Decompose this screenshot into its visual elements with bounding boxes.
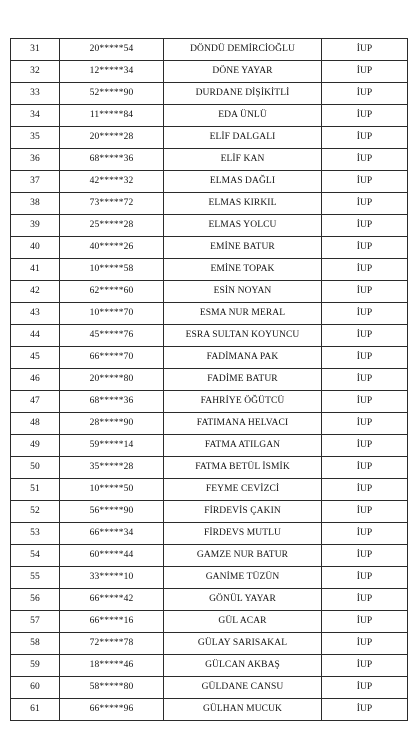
- table-row: [11, 567, 408, 589]
- program-cell: İUP: [322, 39, 408, 61]
- masked-id-cell: 18*****46: [60, 655, 164, 677]
- row-number-cell: 37: [11, 171, 60, 193]
- table-row: [11, 347, 408, 369]
- row-number-cell: 54: [11, 545, 60, 567]
- program-cell: İUP: [322, 567, 408, 589]
- table-row: [11, 325, 408, 347]
- row-number-cell: 45: [11, 347, 60, 369]
- full-name-cell: DURDANE DİŞİKİTLİ: [164, 83, 322, 105]
- row-number-cell: 59: [11, 655, 60, 677]
- full-name-cell: GÜLAY SARISAKAL: [164, 633, 322, 655]
- table-row: [11, 655, 408, 677]
- program-cell: İUP: [322, 215, 408, 237]
- row-number-cell: 44: [11, 325, 60, 347]
- row-number-cell: 34: [11, 105, 60, 127]
- masked-id-cell: 58*****80: [60, 677, 164, 699]
- table-row: [11, 523, 408, 545]
- program-cell: İUP: [322, 149, 408, 171]
- program-cell: İUP: [322, 325, 408, 347]
- masked-id-cell: 10*****50: [60, 479, 164, 501]
- full-name-cell: GÜLHAN MUCUK: [164, 699, 322, 721]
- table-row: [11, 413, 408, 435]
- table-row: [11, 633, 408, 655]
- program-cell: İUP: [322, 677, 408, 699]
- masked-id-cell: 28*****90: [60, 413, 164, 435]
- row-number-cell: 61: [11, 699, 60, 721]
- table-row: [11, 215, 408, 237]
- full-name-cell: DÖNE YAYAR: [164, 61, 322, 83]
- masked-id-cell: 12*****34: [60, 61, 164, 83]
- table-row: [11, 391, 408, 413]
- full-name-cell: ESRA SULTAN KOYUNCU: [164, 325, 322, 347]
- masked-id-cell: 72*****78: [60, 633, 164, 655]
- masked-id-cell: 66*****96: [60, 699, 164, 721]
- table-row: [11, 303, 408, 325]
- program-cell: İUP: [322, 413, 408, 435]
- table-row: [11, 39, 408, 61]
- masked-id-cell: 35*****28: [60, 457, 164, 479]
- row-number-cell: 46: [11, 369, 60, 391]
- program-cell: İUP: [322, 589, 408, 611]
- program-cell: İUP: [322, 105, 408, 127]
- table-row: [11, 699, 408, 721]
- masked-id-cell: 66*****16: [60, 611, 164, 633]
- masked-id-cell: 66*****42: [60, 589, 164, 611]
- program-cell: İUP: [322, 545, 408, 567]
- masked-id-cell: 20*****80: [60, 369, 164, 391]
- row-number-cell: 33: [11, 83, 60, 105]
- full-name-cell: FATMA BETÜL İSMİK: [164, 457, 322, 479]
- table-row: [11, 545, 408, 567]
- program-cell: İUP: [322, 391, 408, 413]
- full-name-cell: DÖNDÜ DEMİRCİOĞLU: [164, 39, 322, 61]
- row-number-cell: 31: [11, 39, 60, 61]
- full-name-cell: GAMZE NUR BATUR: [164, 545, 322, 567]
- full-name-cell: FAHRİYE ÖĞÜTCÜ: [164, 391, 322, 413]
- participant-table-body: [11, 39, 408, 721]
- masked-id-cell: 66*****34: [60, 523, 164, 545]
- full-name-cell: ESMA NUR MERAL: [164, 303, 322, 325]
- masked-id-cell: 52*****90: [60, 83, 164, 105]
- masked-id-cell: 33*****10: [60, 567, 164, 589]
- row-number-cell: 58: [11, 633, 60, 655]
- masked-id-cell: 62*****60: [60, 281, 164, 303]
- table-row: [11, 369, 408, 391]
- full-name-cell: GANİME TÜZÜN: [164, 567, 322, 589]
- table-row: [11, 281, 408, 303]
- row-number-cell: 60: [11, 677, 60, 699]
- program-cell: İUP: [322, 369, 408, 391]
- masked-id-cell: 68*****36: [60, 391, 164, 413]
- table-row: [11, 105, 408, 127]
- program-cell: İUP: [322, 611, 408, 633]
- full-name-cell: FATMA ATILGAN: [164, 435, 322, 457]
- table-row: [11, 193, 408, 215]
- row-number-cell: 41: [11, 259, 60, 281]
- program-cell: İUP: [322, 633, 408, 655]
- full-name-cell: ELMAS DAĞLI: [164, 171, 322, 193]
- row-number-cell: 47: [11, 391, 60, 413]
- row-number-cell: 32: [11, 61, 60, 83]
- masked-id-cell: 11*****84: [60, 105, 164, 127]
- program-cell: İUP: [322, 193, 408, 215]
- program-cell: İUP: [322, 83, 408, 105]
- masked-id-cell: 25*****28: [60, 215, 164, 237]
- row-number-cell: 38: [11, 193, 60, 215]
- masked-id-cell: 10*****58: [60, 259, 164, 281]
- masked-id-cell: 60*****44: [60, 545, 164, 567]
- masked-id-cell: 73*****72: [60, 193, 164, 215]
- masked-id-cell: 66*****70: [60, 347, 164, 369]
- table-row: [11, 149, 408, 171]
- table-row: [11, 259, 408, 281]
- full-name-cell: FADİME BATUR: [164, 369, 322, 391]
- program-cell: İUP: [322, 479, 408, 501]
- row-number-cell: 40: [11, 237, 60, 259]
- full-name-cell: EDA ÜNLÜ: [164, 105, 322, 127]
- masked-id-cell: 20*****28: [60, 127, 164, 149]
- table-row: [11, 61, 408, 83]
- program-cell: İUP: [322, 61, 408, 83]
- masked-id-cell: 56*****90: [60, 501, 164, 523]
- program-cell: İUP: [322, 281, 408, 303]
- full-name-cell: ELİF DALGALI: [164, 127, 322, 149]
- full-name-cell: ELMAS YOLCU: [164, 215, 322, 237]
- program-cell: İUP: [322, 127, 408, 149]
- full-name-cell: EMİNE BATUR: [164, 237, 322, 259]
- row-number-cell: 51: [11, 479, 60, 501]
- row-number-cell: 48: [11, 413, 60, 435]
- table-row: [11, 457, 408, 479]
- full-name-cell: FİRDEVS MUTLU: [164, 523, 322, 545]
- full-name-cell: FADİMANA PAK: [164, 347, 322, 369]
- full-name-cell: FATIMANA HELVACI: [164, 413, 322, 435]
- row-number-cell: 49: [11, 435, 60, 457]
- program-cell: İUP: [322, 501, 408, 523]
- program-cell: İUP: [322, 171, 408, 193]
- masked-id-cell: 59*****14: [60, 435, 164, 457]
- full-name-cell: GÜLCAN AKBAŞ: [164, 655, 322, 677]
- masked-id-cell: 45*****76: [60, 325, 164, 347]
- full-name-cell: ESİN NOYAN: [164, 281, 322, 303]
- table-row: [11, 611, 408, 633]
- table-row: [11, 237, 408, 259]
- full-name-cell: FEYME CEVİZCİ: [164, 479, 322, 501]
- program-cell: İUP: [322, 259, 408, 281]
- row-number-cell: 39: [11, 215, 60, 237]
- row-number-cell: 43: [11, 303, 60, 325]
- full-name-cell: FİRDEVİS ÇAKIN: [164, 501, 322, 523]
- row-number-cell: 42: [11, 281, 60, 303]
- table-row: [11, 127, 408, 149]
- program-cell: İUP: [322, 303, 408, 325]
- row-number-cell: 50: [11, 457, 60, 479]
- full-name-cell: EMİNE TOPAK: [164, 259, 322, 281]
- program-cell: İUP: [322, 655, 408, 677]
- row-number-cell: 57: [11, 611, 60, 633]
- table-row: [11, 589, 408, 611]
- row-number-cell: 36: [11, 149, 60, 171]
- program-cell: İUP: [322, 699, 408, 721]
- row-number-cell: 56: [11, 589, 60, 611]
- full-name-cell: ELİF KAN: [164, 149, 322, 171]
- table-row: [11, 479, 408, 501]
- full-name-cell: ELMAS KIRKIL: [164, 193, 322, 215]
- masked-id-cell: 10*****70: [60, 303, 164, 325]
- row-number-cell: 53: [11, 523, 60, 545]
- full-name-cell: GÖNÜL YAYAR: [164, 589, 322, 611]
- program-cell: İUP: [322, 347, 408, 369]
- masked-id-cell: 68*****36: [60, 149, 164, 171]
- table-row: [11, 435, 408, 457]
- masked-id-cell: 20*****54: [60, 39, 164, 61]
- program-cell: İUP: [322, 523, 408, 545]
- program-cell: İUP: [322, 435, 408, 457]
- table-row: [11, 171, 408, 193]
- row-number-cell: 55: [11, 567, 60, 589]
- table-row: [11, 677, 408, 699]
- row-number-cell: 52: [11, 501, 60, 523]
- program-cell: İUP: [322, 237, 408, 259]
- table-row: [11, 83, 408, 105]
- masked-id-cell: 40*****26: [60, 237, 164, 259]
- row-number-cell: 35: [11, 127, 60, 149]
- masked-id-cell: 42*****32: [60, 171, 164, 193]
- table-row: [11, 501, 408, 523]
- full-name-cell: GÜL ACAR: [164, 611, 322, 633]
- participant-table: [10, 38, 408, 721]
- program-cell: İUP: [322, 457, 408, 479]
- full-name-cell: GÜLDANE CANSU: [164, 677, 322, 699]
